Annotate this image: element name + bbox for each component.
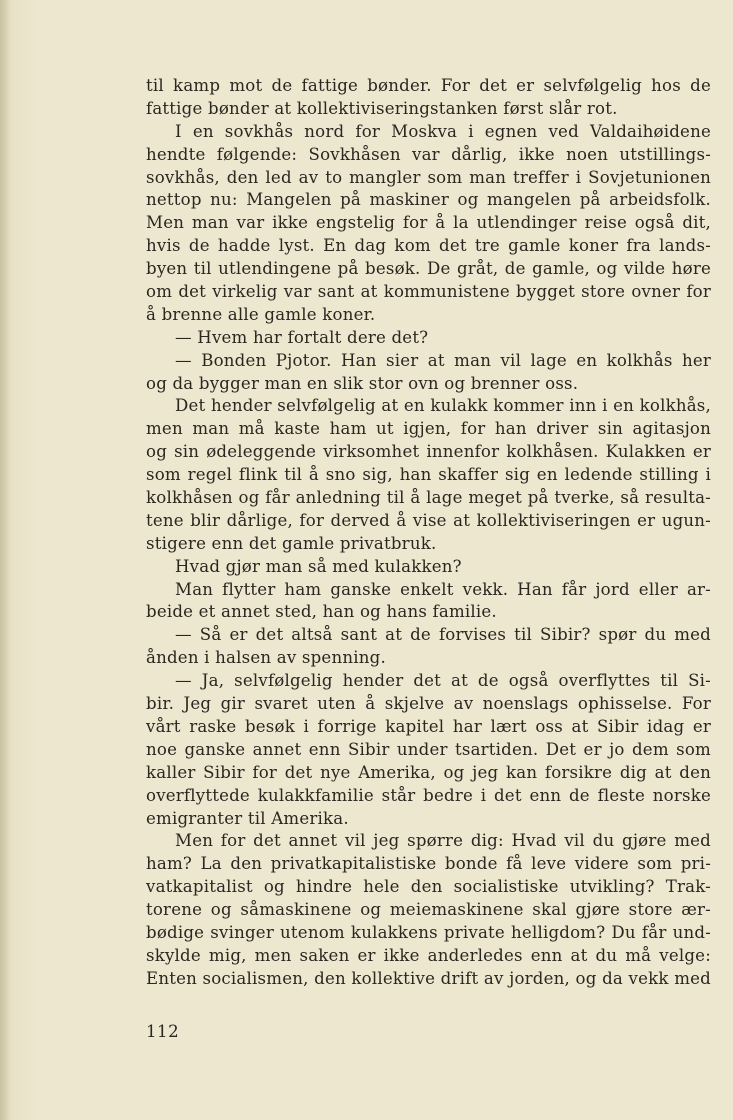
text-line: I en sovkhås nord for Moskva i egnen ved Valdaihøidene xyxy=(175,121,711,141)
text-line: men man må kaste ham ut igjen, for han driver sin agitasjon xyxy=(146,419,711,439)
text-line: emigranter til Amerika. xyxy=(146,808,349,828)
text-line: Man flytter ham ganske enkelt vekk. Han får jord eller ar- xyxy=(175,579,711,599)
text-line: byen til utlendingene på besøk. De gråt, de gamle, og vilde høre xyxy=(146,259,711,279)
text-line: Hvad gjør man så med kulakken? xyxy=(175,556,462,576)
text-line: tene blir dårlige, for derved å vise at kollektiviseringen er ugun- xyxy=(146,510,711,530)
text-line: og sin ødeleggende virksomhet innenfor kolkhåsen. Kulakken er xyxy=(146,442,711,462)
text-line: Men man var ikke engstelig for å la utlendinger reise også dit, xyxy=(146,213,711,233)
text-line: kolkhåsen og får anledning til å lage meget på tverke, så resulta- xyxy=(146,488,711,508)
text-line: ham? La den privatkapitalistiske bonde få leve videre som pri- xyxy=(146,854,711,874)
text-line: beide et annet sted, han og hans familie. xyxy=(146,602,497,622)
text-line: som regel flink til å sno sig, han skaffer sig en ledende stilling i xyxy=(146,465,711,485)
text-line: Det hender selvfølgelig at en kulakk kommer inn i en kolkhås, xyxy=(175,396,711,416)
text-line: stigere enn det gamle privatbruk. xyxy=(146,533,437,553)
text-line: vatkapitalist og hindre hele den socialistiske utvikling? Trak- xyxy=(146,877,711,897)
text-line: Men for det annet vil jeg spørre dig: Hvad vil du gjøre med xyxy=(175,831,711,851)
text-line: bødige svinger utenom kulakkens private helligdom? Du får und- xyxy=(146,922,711,942)
page-number: 112 xyxy=(146,1022,180,1041)
text-line: Enten socialismen, den kollektive drift av jorden, og da vekk med xyxy=(146,968,711,988)
page-binding-shadow xyxy=(0,0,10,1120)
text-line: fattige bønder at kollektiviseringstanken først slår rot. xyxy=(146,98,618,118)
text-line: torene og såmaskinene og meiemaskinene skal gjøre store ær- xyxy=(146,900,711,920)
text-line: og da bygger man en slik stor ovn og brenner oss. xyxy=(146,373,579,393)
text-line: overflyttede kulakkfamilie står bedre i det enn de fleste norske xyxy=(146,785,711,805)
text-line: hvis de hadde lyst. En dag kom det tre gamle koner fra lands- xyxy=(146,236,711,256)
text-line: vårt raske besøk i forrige kapitel har lært oss at Sibir idag er xyxy=(146,716,711,736)
text-line: nettop nu: Mangelen på maskiner og mangelen på arbeidsfolk. xyxy=(146,190,711,210)
text-line: bir. Jeg gir svaret uten å skjelve av noenslags ophisselse. For xyxy=(146,694,711,714)
text-line: skylde mig, men saken er ikke anderledes enn at du må velge: xyxy=(146,945,711,965)
text-line: — Bonden Pjotor. Han sier at man vil lage en kolkhås her xyxy=(175,350,711,370)
text-line: å brenne alle gamle koner. xyxy=(146,304,376,324)
text-line: kaller Sibir for det nye Amerika, og jeg kan forsikre dig at den xyxy=(146,762,711,782)
text-line: — Så er det altså sant at de forvises til Sibir? spør du med xyxy=(175,625,711,645)
text-line: til kamp mot de fattige bønder. For det er selvfølgelig hos de xyxy=(146,76,711,95)
text-line: om det virkelig var sant at kommunistene bygget store ovner for xyxy=(146,282,711,302)
text-line: — Ja, selvfølgelig hender det at de også overflyttes til Si- xyxy=(175,671,711,691)
text-line: — Hvem har fortalt dere det? xyxy=(175,327,429,347)
text-line: ånden i halsen av spenning. xyxy=(146,648,386,668)
text-line: sovkhås, den led av to mangler som man treffer i Sovjetunionen xyxy=(146,167,711,187)
body-text xyxy=(146,75,711,991)
text-line: noe ganske annet enn Sibir under tsartiden. Det er jo dem som xyxy=(146,739,711,759)
text-line: hendte følgende: Sovkhåsen var dårlig, ikke noen utstillings- xyxy=(146,144,711,164)
